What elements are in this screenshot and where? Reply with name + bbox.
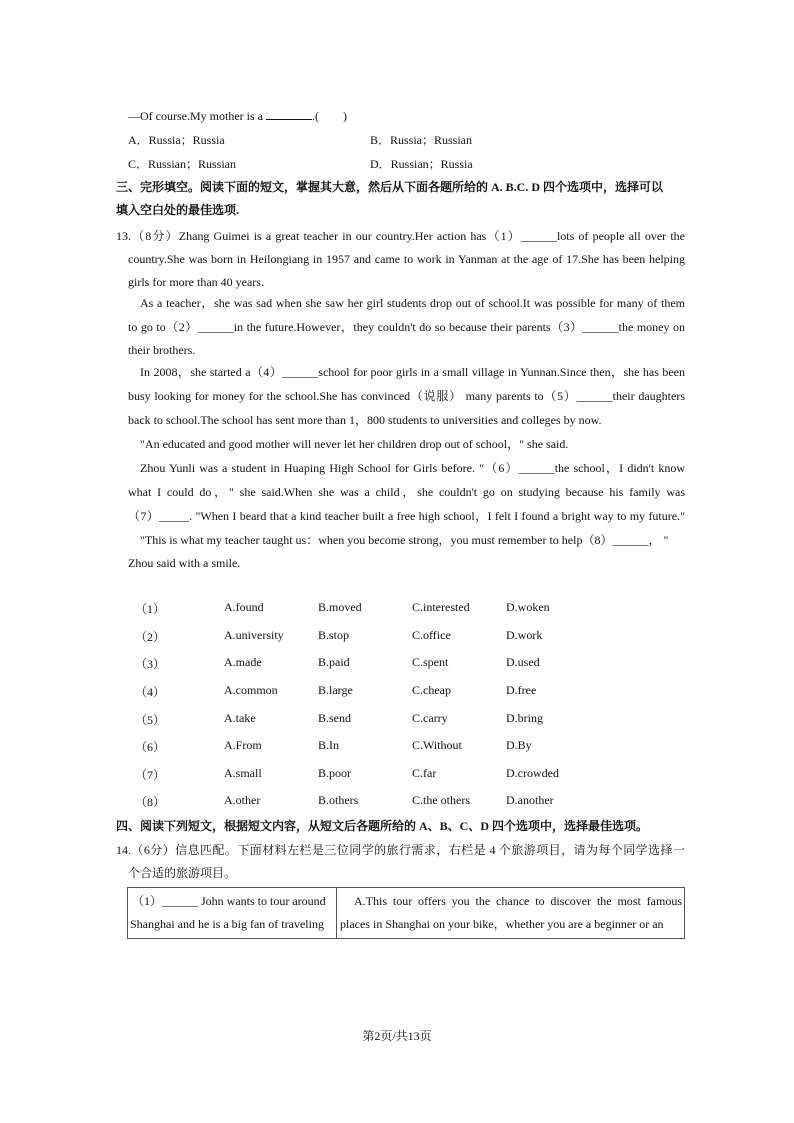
section3-heading-cont: 填入空白处的最佳选项.	[116, 203, 240, 217]
q13-line-3: girls for more than 40 years.	[128, 275, 264, 289]
option-d: D.By	[506, 738, 532, 752]
q13-line-12: what I could do，" she said.When she was a child，she couldn't go on studying because his family was	[128, 485, 685, 499]
option-number: （3）	[135, 657, 166, 671]
q13-line-13: （7）_____. "When I beard that a kind teacher built a free high school，I felt I found a bright way to my future."	[128, 509, 685, 523]
option-number: （1）	[135, 602, 166, 616]
q13-line-5: to go to（2）______in the future.However，they couldn't do so because their parents（3）______the money on	[128, 320, 685, 334]
option-d: D.used	[506, 655, 540, 669]
option-c: C.office	[412, 628, 451, 642]
option-a: A.take	[224, 711, 256, 725]
option-d: D.woken	[506, 600, 550, 614]
q13-line-9: back to school.The school has sent more than 1，800 students to universities and colleges by now.	[128, 413, 602, 427]
left-cell-line-1: （1）______ John wants to tour around	[132, 894, 326, 908]
right-cell-line-2: places in Shanghai on your bike，whether you are a beginner or an	[340, 917, 664, 931]
option-a: A.small	[224, 766, 262, 780]
option-b: B.others	[318, 793, 359, 807]
option-c: C.Without	[412, 738, 462, 752]
option-c: C.spent	[412, 655, 449, 669]
option-b: B.poor	[318, 766, 351, 780]
q13-line-1: 13.（8分）Zhang Guimei is a great teacher in our country.Her action has（1）______lots of people all over the	[116, 229, 685, 243]
option-a: A.other	[224, 793, 261, 807]
q13-line-14: "This is what my teacher taught us：when you become strong，you must remember to help（8）______， "	[140, 533, 669, 547]
option-a: A.common	[224, 683, 278, 697]
page-footer: 第2页/共13页	[362, 1029, 432, 1043]
q14-matching-table	[127, 887, 685, 939]
q13-line-4: As a teacher，she was sad when she saw her girl students drop out of school.It was possible for many of them	[140, 296, 685, 310]
option-b: B.stop	[318, 628, 350, 642]
q12-option-d: D．Russian；Russia	[370, 157, 473, 171]
q12-answer-line: —Of course.My mother is a .( )	[128, 109, 347, 123]
option-d: D.free	[506, 683, 537, 697]
q13-line-10: "An educated and good mother will never let her children drop out of school，" she said.	[140, 437, 569, 451]
option-a: A.university	[224, 628, 284, 642]
option-d: D.crowded	[506, 766, 559, 780]
option-number: （8）	[135, 795, 166, 809]
option-number: （7）	[135, 768, 166, 782]
option-b: B.large	[318, 683, 353, 697]
option-number: （6）	[135, 740, 166, 754]
option-a: A.From	[224, 738, 262, 752]
option-c: C.cheap	[412, 683, 451, 697]
q12-option-c: C．Russian；Russian	[128, 157, 237, 171]
q13-line-15: Zhou said with a smile.	[128, 556, 241, 570]
option-d: D.another	[506, 793, 554, 807]
option-c: C.the others	[412, 793, 470, 807]
q14-intro: 14.（6分）信息匹配。下面材料左栏是三位同学的旅行需求，右栏是 4 个旅游项目，请为每个同学选择一	[116, 843, 685, 857]
q13-line-7: In 2008，she started a（4）______school for poor girls in a small village in Yunnan.Since then，she has been	[140, 365, 685, 379]
option-a: A.made	[224, 655, 262, 669]
section3-heading: 三、完形填空。阅读下面的短文，掌握其大意，然后从下面各题所给的 A. B.C. D 四个选项中，选择可以	[116, 180, 664, 194]
left-cell-line-2: Shanghai and he is a big fan of traveling	[130, 917, 324, 931]
answer-blank	[266, 107, 312, 120]
option-c: C.interested	[412, 600, 470, 614]
q12-option-a: A．Russia；Russia	[128, 133, 225, 147]
option-d: D.bring	[506, 711, 543, 725]
q13-line-8: busy looking for money for the school.She has convinced（说服） many parents to（5）______their daughters	[128, 389, 685, 403]
option-c: C.far	[412, 766, 437, 780]
right-cell-line-1: A.This tour offers you the chance to discover the most famous	[354, 894, 682, 908]
option-b: B.moved	[318, 600, 362, 614]
q13-line-6: their brothers.	[128, 343, 196, 357]
section4-heading: 四、阅读下列短文，根据短文内容，从短文后各题所给的 A、B、C、D 四个选项中，选择最佳选项。	[116, 819, 649, 833]
option-a: A.found	[224, 600, 264, 614]
option-b: B.send	[318, 711, 351, 725]
option-number: （2）	[135, 630, 166, 644]
q13-line-11: Zhou Yunli was a student in Huaping High School for Girls before. "（6）______the school，I didn't know	[140, 461, 685, 475]
q14-intro-cont: 个合适的旅游项目。	[128, 866, 237, 880]
option-c: C.carry	[412, 711, 448, 725]
option-b: B.paid	[318, 655, 350, 669]
q13-line-2: country.She was born in Heilongiang in 1957 and came to work in Yanman at the age of 17.She has been helping	[128, 252, 685, 266]
option-number: （4）	[135, 685, 166, 699]
q12-option-b: B．Russia；Russian	[370, 133, 473, 147]
option-b: B.In	[318, 738, 339, 752]
option-d: D.work	[506, 628, 543, 642]
option-number: （5）	[135, 713, 166, 727]
table-divider	[336, 888, 337, 938]
